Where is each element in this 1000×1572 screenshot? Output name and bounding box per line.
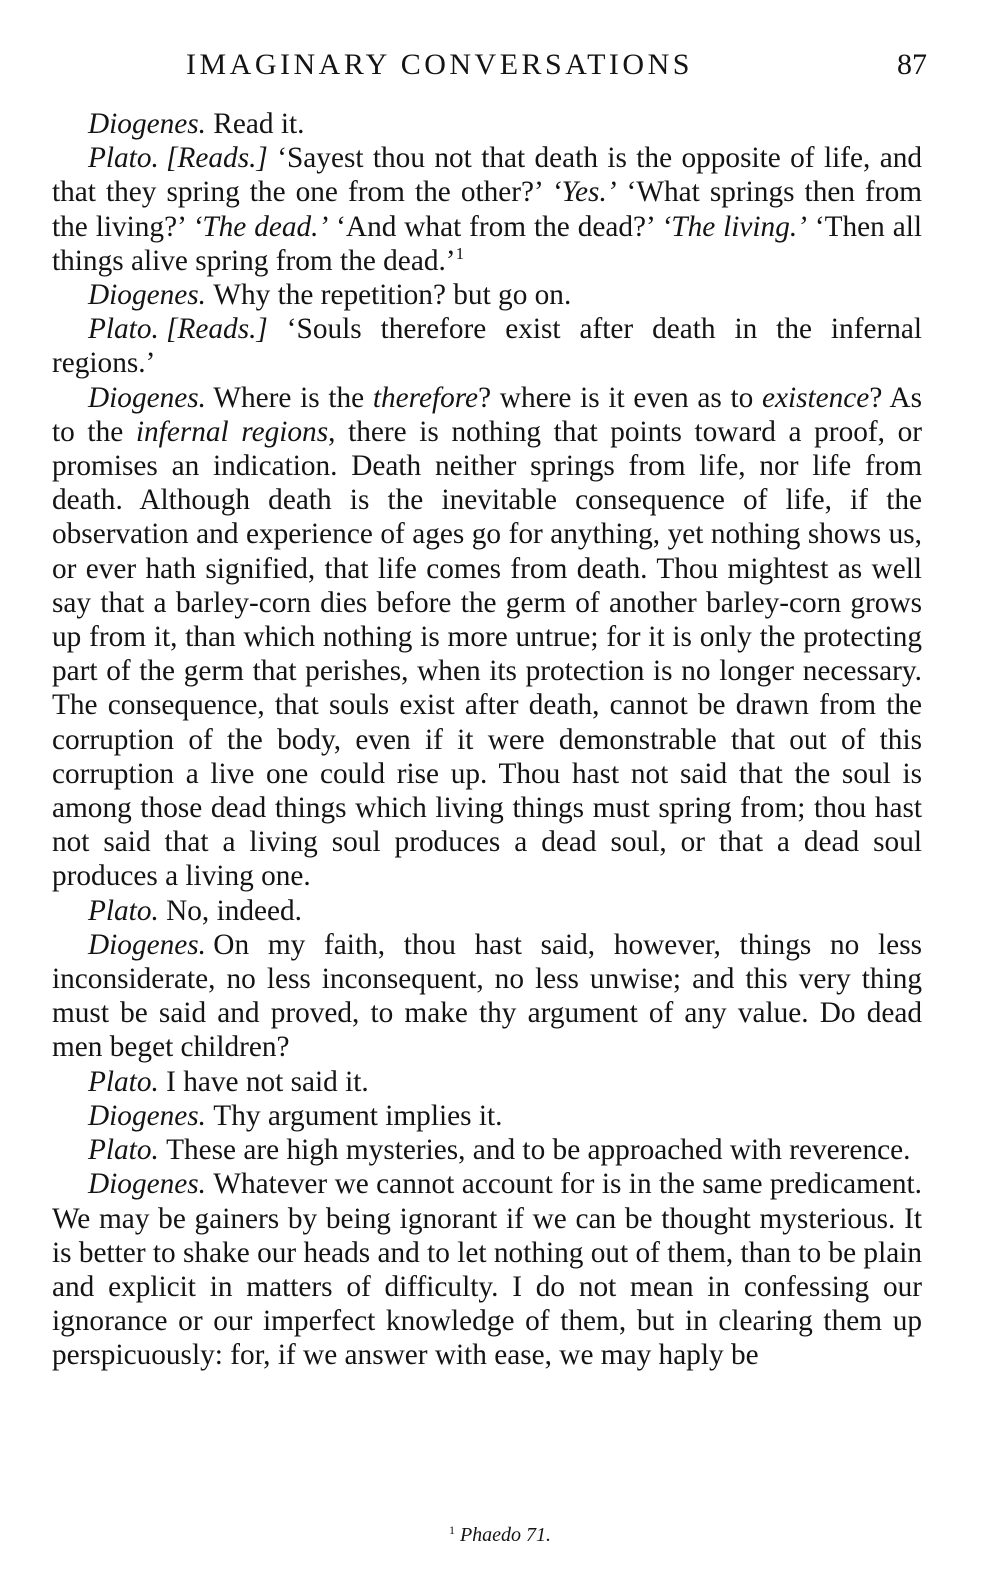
dialogue-text <box>52 107 922 1373</box>
running-header <box>52 48 927 88</box>
paragraph-1 <box>52 107 922 141</box>
paragraph-11 <box>52 1167 922 1372</box>
speech: ‘And what from the dead?’ <box>328 210 662 243</box>
stage-direction: [Reads.] <box>166 313 268 346</box>
paragraph-5 <box>52 381 922 894</box>
speech: Whatever we cannot account for is in the same predicament. We may be gainers by being ignorant if we can be thought mysterious. It is better to shake our heads and to let nothing out of them, than to be plain and explicit in matters of difficulty. I do not mean in confessing our ignorance or our imperfect knowledge of them, but in clearing them up perspicuously: for, if we answer with ease, we may haply be <box>52 1168 922 1372</box>
speech: On my faith, thou hast said, however, things no less inconsiderate, no less inconsequent, no less unwise; and this very thing must be said and proved, to make thy argument of any value. Do dead men beget children? <box>52 928 922 1064</box>
page-number: 87 <box>897 48 927 81</box>
running-title: IMAGINARY CONVERSATIONS <box>186 48 693 81</box>
speaker-diogenes: Diogenes. <box>88 279 206 312</box>
speech-emphasis: existence <box>761 381 870 414</box>
speaker-plato: Plato. <box>88 142 159 175</box>
speech: I have not said it. <box>166 1065 369 1098</box>
speaker-diogenes: Diogenes. <box>88 1099 206 1132</box>
speech-emphasis: infernal regions <box>135 415 329 448</box>
speech: Why the repetition? but go on. <box>213 279 572 312</box>
speech: Thy argument implies it. <box>213 1099 503 1132</box>
speaker-diogenes: Diogenes. <box>88 928 206 961</box>
speech: ? where is it even as to <box>478 381 762 414</box>
speech: ? As to the <box>52 381 922 448</box>
speech: These are high mysteries, and to be approached with reverence. <box>166 1134 911 1167</box>
paragraph-10 <box>52 1133 922 1167</box>
speaker-diogenes: Diogenes. <box>88 381 206 414</box>
footnote-marker: 1 <box>448 1523 455 1537</box>
speech-emphasis: ‘Yes.’ <box>551 176 617 209</box>
paragraph-2 <box>52 141 922 278</box>
speech: ‘Then all things alive spring from the dead.’ <box>52 210 923 277</box>
speaker-plato: Plato. <box>88 1065 159 1098</box>
speech: ‘Souls therefore exist after death in the infernal regions.’ <box>52 313 922 380</box>
speaker-plato: Plato. <box>88 1134 159 1167</box>
footnote <box>0 1524 1000 1547</box>
speech-emphasis: ‘The dead.’ <box>192 210 329 243</box>
speaker-diogenes: Diogenes. <box>88 1168 206 1201</box>
speech: , there is nothing that points toward a proof, or promises an indication. Death neither springs from life, nor life from death. Although death is the inevitable consequence of life, if the observation and experience of ages go for anything, yet nothing shows us, or ever hath signified, that life comes from death. Thou mightest as well say that a barley-corn dies before the germ of another barley-corn grows up from it, than which nothing is more untrue; for it is only the protecting part of the germ that perishes, when its protection is no longer necessary. The consequence, that souls exist after death, cannot be drawn from the corruption of the body, even if it were demonstrable that out of this corruption a live one could rise up. Thou hast not said that the soul is among those dead things which living things must spring from; thou hast not said that a living soul produces a dead soul, or that a dead soul produces a living one. <box>52 415 922 893</box>
footnote-text: Phaedo 71. <box>459 1524 552 1546</box>
speaker-diogenes: Diogenes. <box>88 108 206 140</box>
paragraph-4 <box>52 312 922 380</box>
paragraph-3 <box>52 278 922 312</box>
paragraph-9 <box>52 1099 922 1133</box>
speaker-plato: Plato. <box>88 894 159 927</box>
speech: No, indeed. <box>166 894 302 927</box>
stage-direction: [Reads.] <box>166 142 268 175</box>
speech: ‘Sayest thou not that death is the opposite of life, and that they spring the one from the other?’ <box>52 142 923 209</box>
speaker-plato: Plato. <box>88 313 159 346</box>
footnote-reference[interactable]: 1 <box>455 243 465 263</box>
speech-emphasis: therefore <box>372 381 479 414</box>
speech-emphasis: ‘The living.’ <box>661 210 807 243</box>
speech: Read it. <box>213 108 305 140</box>
paragraph-8 <box>52 1065 922 1099</box>
paragraph-6 <box>52 894 922 928</box>
speech: Where is the <box>213 381 373 414</box>
speech: ‘What springs then from the living?’ <box>52 176 923 243</box>
paragraph-7 <box>52 928 922 1065</box>
